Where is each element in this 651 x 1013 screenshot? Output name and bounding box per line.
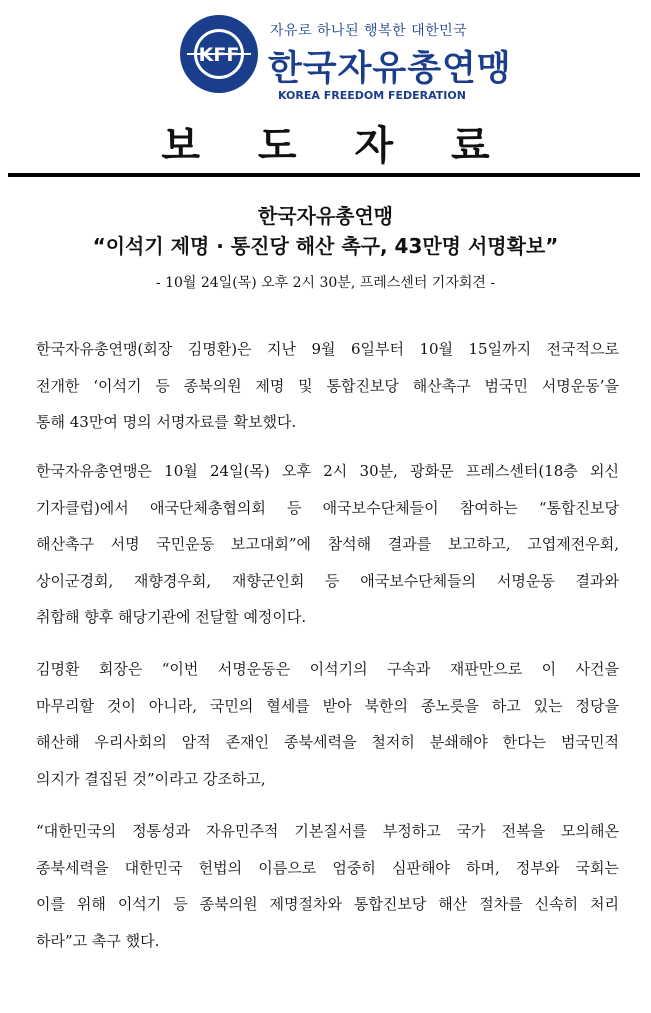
paragraph-line: 이를 위해 이석기 등 종북의원 제명절차와 통합진보당 해산 절차를 신속히 처리	[36, 895, 619, 913]
paragraph-line: 전개한 ‘이석기 등 종북의원 제명 및 통합진보당 해산촉구 범국민 서명운동’을	[36, 376, 619, 395]
org-name-english: KOREA FREEDOM FEDERATION	[278, 89, 466, 102]
paragraph-line: 상이군경회, 재향경우회, 재향군인회 등 애국보수단체들의 서명운동 결과와	[36, 571, 619, 590]
body-paragraph	[36, 338, 619, 448]
paragraph-line: 한국자유총연맹은 10월 24일(목) 오후 2시 30분, 광화문 프레스센터(18층 외신	[36, 462, 619, 480]
body-paragraph	[36, 820, 619, 966]
kff-logo-emblem	[179, 14, 259, 94]
org-name: 한국자유총연맹	[268, 49, 512, 89]
title-divider	[8, 173, 640, 177]
paragraph-line: 기자클럽)에서 애국단체총협의회 등 애국보수단체들이 참여하는 “통합진보당	[36, 498, 619, 517]
paragraph-line: 마무리할 것이 아니라, 국민의 혈세를 받아 북한의 종노릇을 하고 있는 정당을	[36, 696, 619, 715]
paragraph-line: 해산촉구 서명 국민운동 보고대회”에 참석해 결과를 보고하고, 고엽제전우회,	[36, 535, 619, 553]
paragraph-line: 하라”고 촉구 했다.	[36, 931, 160, 950]
paragraph-line: 해산해 우리사회의 암적 존재인 종북세력을 철저히 분쇄해야 한다는 범국민적	[36, 733, 619, 751]
logo-letters: KFF	[198, 44, 240, 66]
event-subline: - 10월 24일(목) 오후 2시 30분, 프레스센터 기자회견 -	[155, 275, 496, 291]
paragraph-line: 한국자유총연맹(회장 김명환)은 지난 9월 6일부터 10월 15일까지 전국적으로	[36, 340, 619, 358]
paragraph-line: 취합해 향후 해당기관에 전달할 예정이다.	[36, 608, 307, 626]
paragraph-line: “대한민국의 정통성과 자유민주적 기본질서를 부정하고 국가 전복을 모의해온	[36, 822, 619, 840]
paragraph-line: 통해 43만여 명의 서명자료를 확보했다.	[36, 413, 297, 431]
paragraph-line: 김명환 회장은 “이번 서명운동은 이석기의 구속과 재판만으로 이 사건을	[36, 660, 619, 678]
letterhead	[0, 0, 651, 115]
document-title: 보 도 자 료	[161, 123, 512, 169]
body-paragraph	[36, 460, 619, 643]
org-tagline: 자유로 하나된 행복한 대한민국	[270, 23, 468, 39]
headline-main: “이석기 제명 · 통진당 해산 촉구, 43만명 서명확보”	[92, 234, 559, 258]
headline-organization: 한국자유총연맹	[257, 204, 394, 228]
paragraph-line: 종북세력을 대한민국 헌법의 이름으로 엄중히 심판해야 하며, 정부와 국회는	[36, 858, 619, 877]
body-paragraph	[36, 658, 619, 804]
paragraph-line: 의지가 결집된 것”이라고 강조하고,	[36, 769, 266, 788]
